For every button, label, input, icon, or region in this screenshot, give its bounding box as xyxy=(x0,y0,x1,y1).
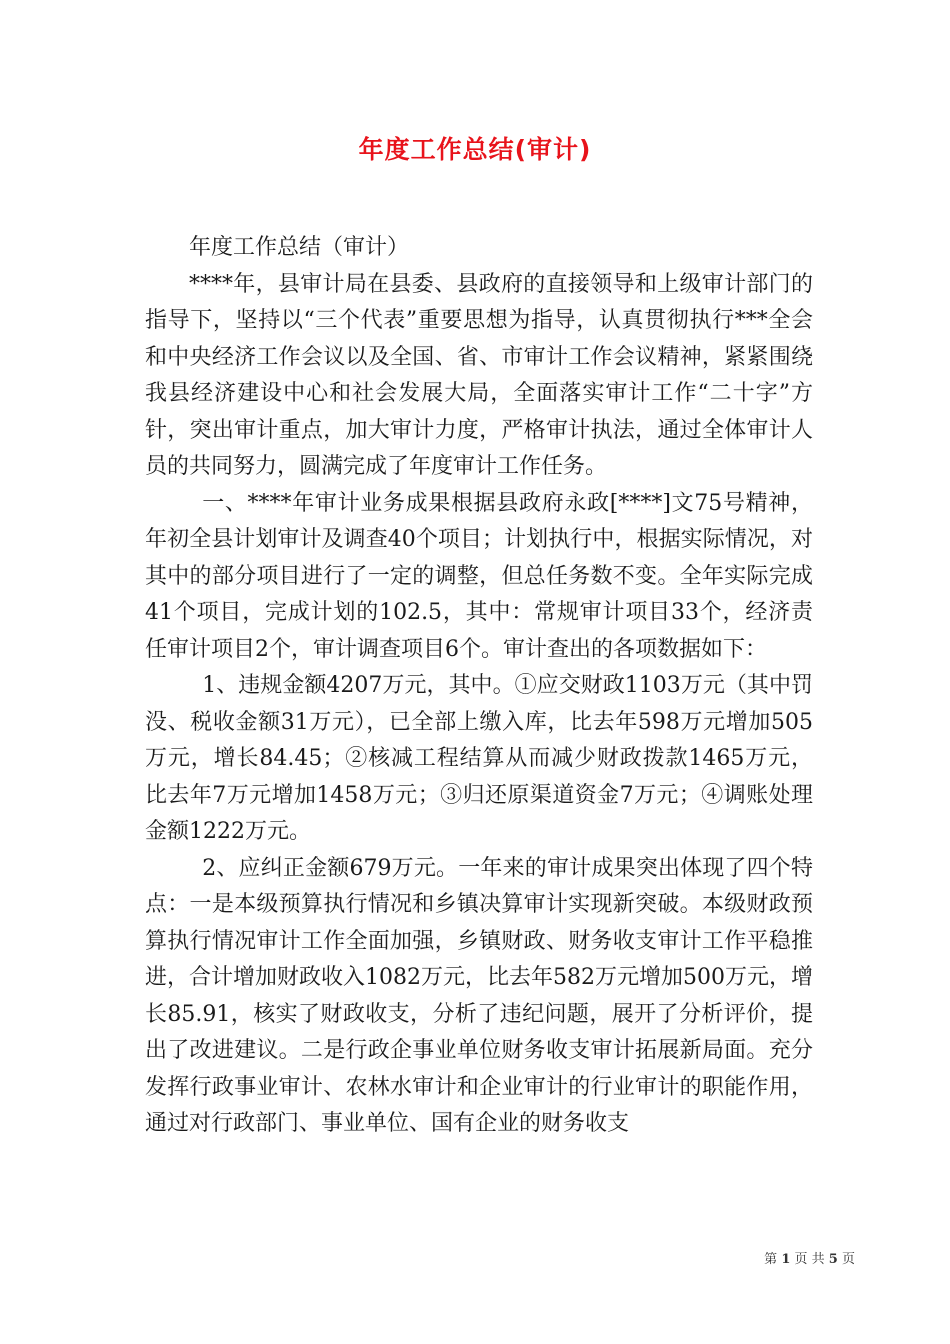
footer-middle: 页 共 xyxy=(794,1252,825,1267)
footer-suffix: 页 xyxy=(841,1252,855,1267)
paragraph-section-one: 一、****年审计业务成果根据县政府永政[****]文75号精神，年初全县计划审计及调查40个项目；计划执行中，根据实际情况，对其中的部分项目进行了一定的调整，但总任务数不变。全年实际完成41个项目，完成计划的102.5，其中：常规审计项目33个，经济责任审计项目2个，审计调查项目6个。审计查出的各项数据如下： xyxy=(145,490,813,662)
footer-prefix: 第 xyxy=(764,1252,778,1267)
document-body xyxy=(145,230,813,1143)
document-title: 年度工作总结(审计) xyxy=(358,135,592,164)
paragraph-intro: ****年，县审计局在县委、县政府的直接领导和上级审计部门的指导下，坚持以“三个代表”重要思想为指导，认真贯彻执行***全会和中央经济工作会议以及全国、省、市审计工作会议精神，紧紧围绕我县经济建设中心和社会发展大局，全面落实审计工作“二十字”方针，突出审计重点，加大审计力度，严格审计执法，通过全体审计人员的共同努力，圆满完成了年度审计工作任务。 xyxy=(145,271,813,479)
paragraph-item-one: 1、违规金额4207万元，其中。①应交财政1103万元（其中罚没、税收金额31万元），已全部上缴入库，比去年598万元增加505万元，增长84.45；②核减工程结算从而减少财政拨款1465万元，比去年7万元增加1458万元；③归还原渠道资金7万元；④调账处理金额1222万元。 xyxy=(145,673,813,844)
paragraph-heading: 年度工作总结（审计） xyxy=(189,235,410,260)
footer-current-page: 1 xyxy=(781,1252,791,1267)
page-number-footer xyxy=(0,1248,855,1267)
paragraph-item-two: 2、应纠正金额679万元。一年来的审计成果突出体现了四个特点：一是本级预算执行情况和乡镇决算审计实现新突破。本级财政预算执行情况审计工作全面加强，乡镇财政、财务收支审计工作平稳推进，合计增加财政收入1082万元，比去年582万元增加500万元，增长85.91，核实了财政收支，分析了违纪问题，展开了分析评价，提出了改进建议。二是行政企事业单位财务收支审计拓展新局面。充分发挥行政事业审计、农林水审计和企业审计的行业审计的职能作用，通过对行政部门、事业单位、国有企业的财务收支 xyxy=(145,855,813,1136)
footer-total-pages: 5 xyxy=(828,1252,838,1267)
